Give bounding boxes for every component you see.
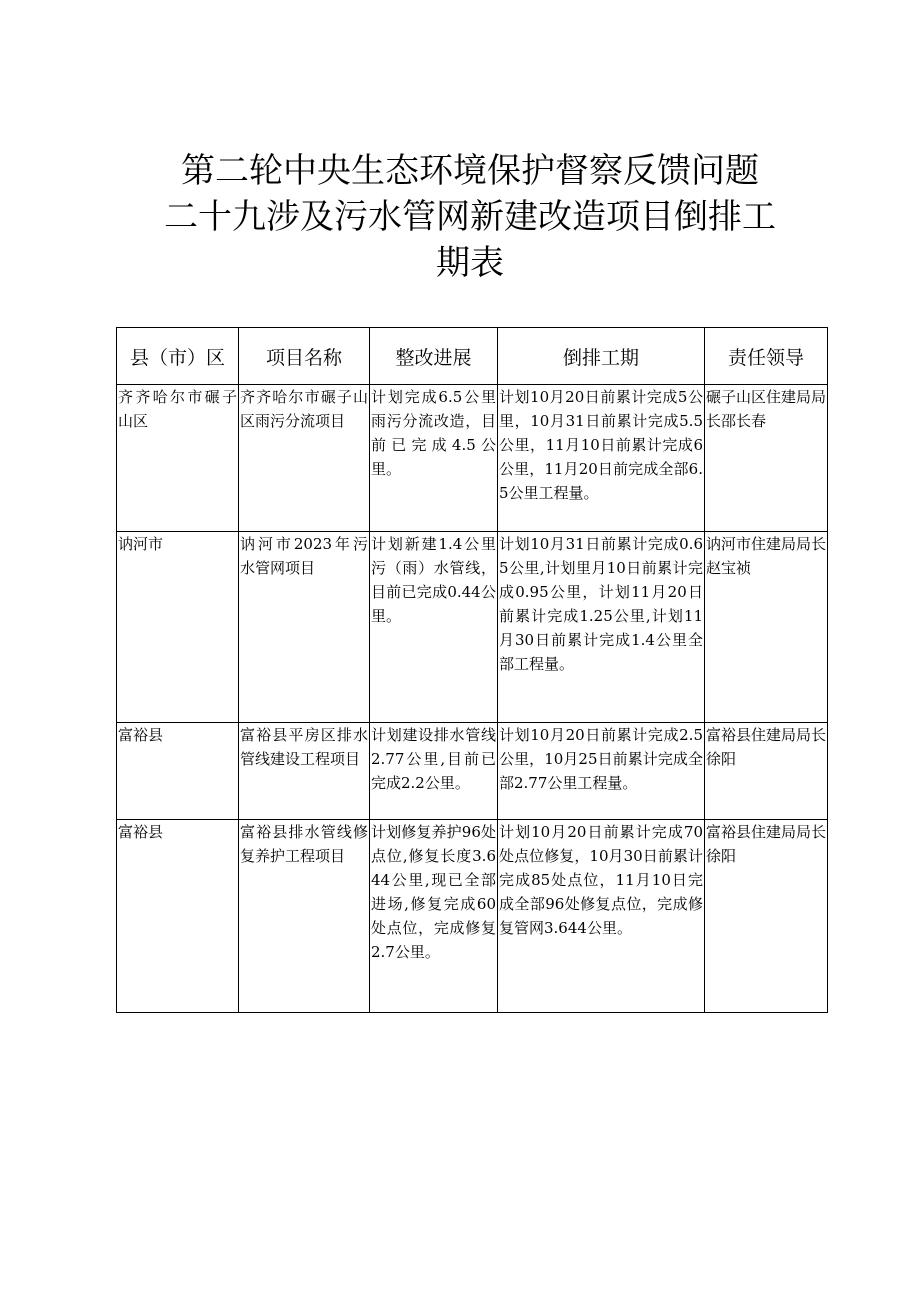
cell-leader: 富裕县住建局局长徐阳 [705, 723, 828, 820]
cell-county: 富裕县 [117, 820, 239, 1013]
table-row [117, 532, 828, 723]
cell-county: 富裕县 [117, 723, 239, 820]
cell-schedule: 计划10月20日前累计完成70处点位修复，10月30日前累计完成85处点位，11月10日完成全部96处修复点位，完成修复管网3.644公里。 [498, 820, 705, 1013]
cell-schedule: 计划10月20日前累计完成5公里，10月31日前累计完成5.5公里，11月10日前累计完成6公里，11月20日前完成全部6.5公里工程量。 [498, 385, 705, 532]
title-line-3: 期表 [436, 243, 504, 283]
table-header-row [117, 328, 828, 385]
cell-project: 齐齐哈尔市碾子山区雨污分流项目 [239, 385, 370, 532]
cell-progress: 计划建设排水管线2.77公里,目前已完成2.2公里。 [370, 723, 498, 820]
schedule-table [116, 327, 828, 1013]
cell-progress: 计划修复养护96处点位,修复长度3.644公里,现已全部进场,修复完成60处点位，完成修复2.7公里。 [370, 820, 498, 1013]
table-row [117, 723, 828, 820]
cell-leader: 碾子山区住建局局长邵长春 [705, 385, 828, 532]
cell-leader: 富裕县住建局局长徐阳 [705, 820, 828, 1013]
title-line-1: 第二轮中央生态环境保护督察反馈问题 [181, 151, 759, 191]
cell-schedule: 计划10月20日前累计完成2.5公里，10月25日前累计完成全部2.77公里工程量。 [498, 723, 705, 820]
header-leader: 责任领导 [705, 328, 828, 385]
cell-leader: 讷河市住建局局长赵宝祯 [705, 532, 828, 723]
table-row [117, 385, 828, 532]
cell-project: 富裕县平房区排水管线建设工程项目 [239, 723, 370, 820]
header-schedule: 倒排工期 [498, 328, 705, 385]
cell-project: 富裕县排水管线修复养护工程项目 [239, 820, 370, 1013]
header-county: 县（市）区 [117, 328, 239, 385]
cell-county: 讷河市 [117, 532, 239, 723]
table-row [117, 820, 828, 1013]
cell-progress: 计划新建1.4公里污（雨）水管线，目前已完成0.44公里。 [370, 532, 498, 723]
header-project-name: 项目名称 [239, 328, 370, 385]
document-title [160, 148, 780, 286]
cell-project: 讷河市2023年污水管网项目 [239, 532, 370, 723]
title-line-2: 二十九涉及污水管网新建改造项目倒排工 [164, 197, 776, 237]
cell-progress: 计划完成6.5公里雨污分流改造，目前已完成4.5公里。 [370, 385, 498, 532]
cell-schedule: 计划10月31日前累计完成0.65公里,计划里月10日前累计完成0.95公里，计划11月20日前累计完成1.25公里,计划11月30日前累计完成1.4公里全部工程量。 [498, 532, 705, 723]
header-progress: 整改进展 [370, 328, 498, 385]
cell-county: 齐齐哈尔市碾子山区 [117, 385, 239, 532]
